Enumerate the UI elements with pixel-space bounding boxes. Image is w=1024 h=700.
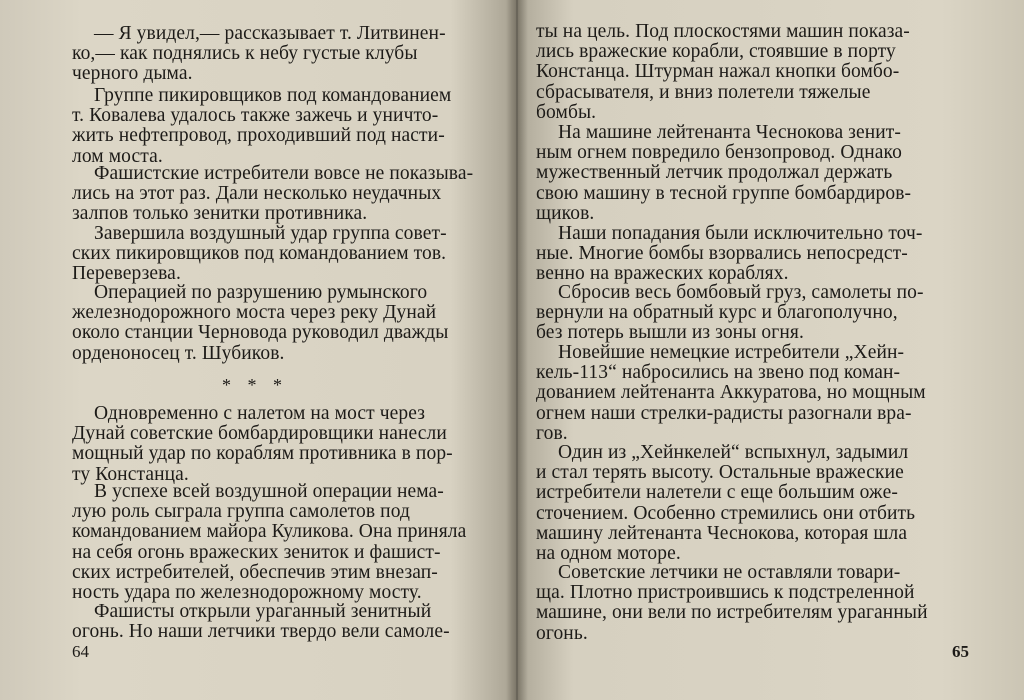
left-page (0, 0, 510, 700)
paragraph: Сбросив весь бомбовый груз, самолеты по- вернули на обратный курс и благополучно, без потерь вышли из зоны огня. (536, 282, 924, 344)
right-page (522, 0, 1024, 700)
section-separator: * * * (222, 375, 288, 395)
page-number: 65 (952, 642, 969, 661)
paragraph: Операцией по разрушению румынского железнодорожного моста через реку Дунай около станции Черновода руководил дважды орденоносец т. Шубиков. (72, 282, 449, 364)
paragraph: Наши попадания были исключительно точ- ные. Многие бомбы взорвались непосредст- венно на вражеских кораблях. (536, 223, 923, 285)
paragraph: Одновременно с налетом на мост через Дунай советские бомбардировщики нанесли мощный удар по кораблям противника в пор- ту Констанца. (72, 403, 453, 485)
paragraph: Фашистские истребители вовсе не показыва- лись на этот раз. Дали несколько неудачных залпов только зенитки противника. (72, 163, 474, 225)
paragraph: Фашисты открыли ураганный зенитный огонь. Но наши летчики твердо вели самоле- (72, 601, 450, 643)
paragraph: Завершила воздушный удар группа совет- ских пикировщиков под командованием тов. Переверзева. (72, 223, 447, 285)
paragraph: Новейшие немецкие истребители „Хейн- кель-113“ набросились на звено под коман- дованием лейтенанта Аккуратова, но мощным огнем наши стрелки-радисты разогнали вра- гов. (536, 342, 926, 444)
paragraph: ты на цель. Под плоскостями машин показа- лись вражеские корабли, стоявшие в порту Констанца. Штурман нажал кнопки бомбо- сбрасывателя, и вниз полетели тяжелые бомбы. (536, 21, 910, 123)
paragraph: — Я увидел,— рассказывает т. Литвинен- ко,— как поднялись к небу густые клубы черного дыма. (72, 23, 446, 85)
page-number: 64 (72, 642, 89, 661)
paragraph: Группе пикировщиков под командованием т. Ковалева удалось также зажечь и уничто- жить нефтепровод, проходивший под насти- лом моста. (72, 85, 452, 167)
paragraph: На машине лейтенанта Чеснокова зенит- ным огнем повредило бензопровод. Однако мужественный летчик продолжал держать свою машину в тесной группе бомбардиров- щиков. (536, 122, 912, 224)
paragraph: Один из „Хейнкелей“ вспыхнул, задымил и стал терять высоту. Остальные вражеские истребители налетели с еще большим ожe- сточением. Особенно стремились они отбить машину лейтенанта Чеснокова, которая шла на одном моторе. (536, 442, 916, 565)
paragraph: В успехе всей воздушной операции нема- лую роль сыграла группа самолетов под командованием майора Куликова. Она приняла на себя огонь вражеских зениток и фашист- ских истребителей, обеспечив этим внезап- ность удара по железнодорожному мосту. (72, 481, 467, 604)
paragraph: Советские летчики не оставляли товари- ща. Плотно пристроившись к подстреленной машине, они вели по истребителям ураганный огонь. (536, 562, 928, 644)
